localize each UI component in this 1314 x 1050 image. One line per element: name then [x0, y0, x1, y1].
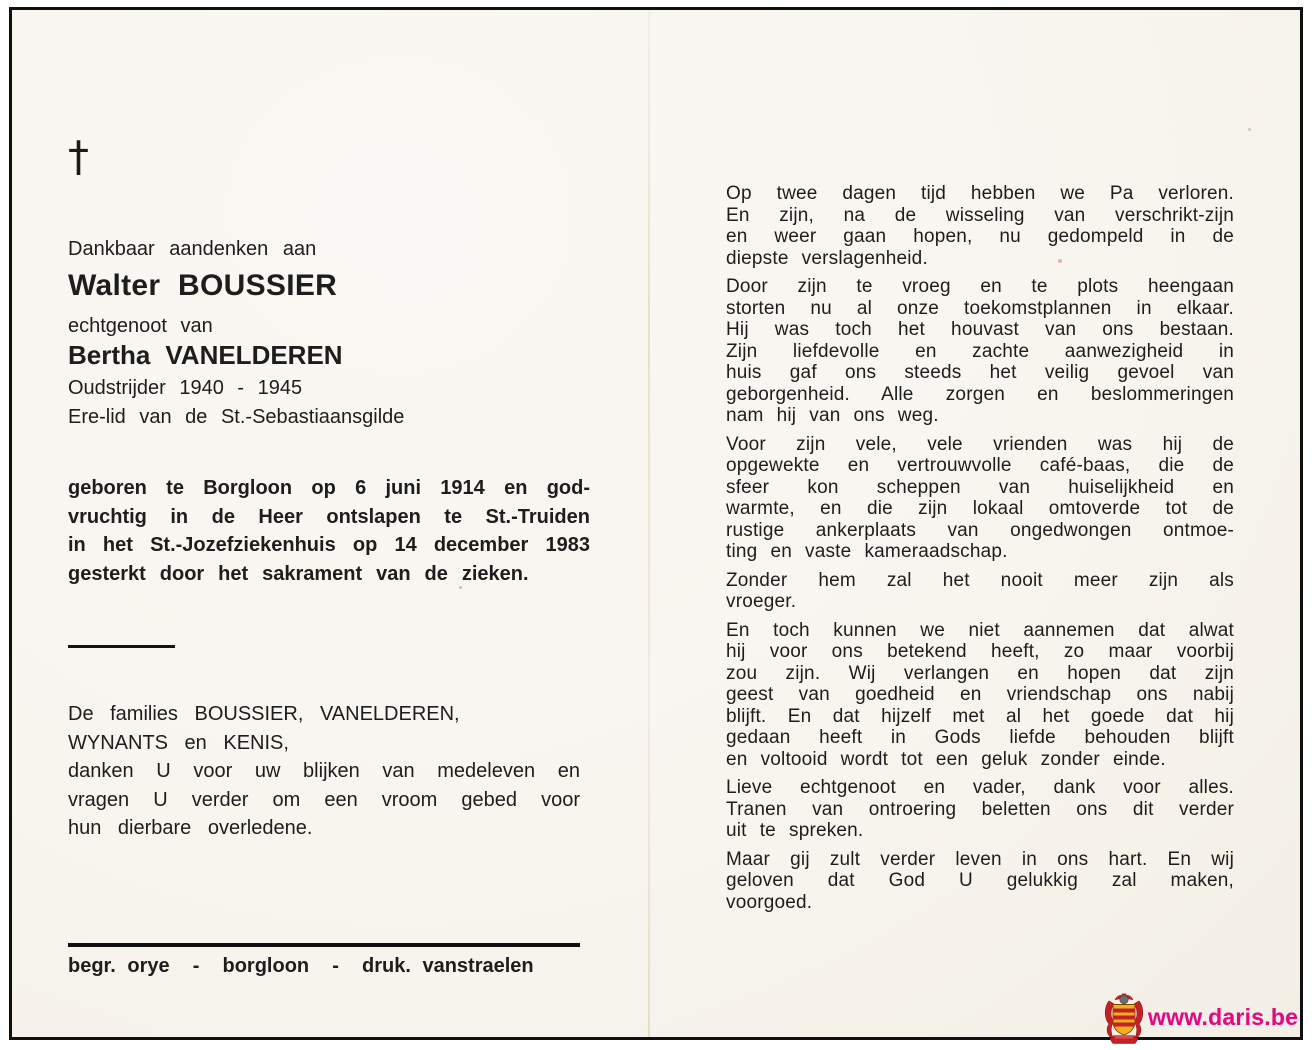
spouse-relation-line: echtgenoot van — [68, 315, 213, 337]
paragraph — [726, 570, 1234, 613]
paragraph — [68, 700, 580, 757]
right-page-memorial-text — [726, 183, 1234, 920]
text-line: Lieve echtgenoot en vader, dank voor alles. — [726, 777, 1234, 798]
text-line: nam hij van ons weg. — [726, 405, 939, 426]
section-divider — [68, 645, 175, 648]
text-line: sfeer kon scheppen van huiselijkheid en — [726, 476, 1234, 498]
paragraph — [68, 474, 590, 588]
paragraph — [726, 620, 1234, 771]
printer-credit-line: begr. orye - borgloon - druk. vanstraelen — [68, 955, 534, 977]
text-line: storten nu al onze toekomstplannen in elkaar. — [726, 297, 1234, 319]
text-line: geest van goedheid en vriendschap ons nabij — [726, 684, 1234, 705]
text-line: uit te spreken. — [726, 820, 864, 841]
text-line: vragen U verder om een vroom gebed voor — [68, 788, 580, 811]
text-line: ting en vaste kameraadschap. — [726, 541, 1008, 562]
scan-speck — [1058, 259, 1062, 263]
coat-of-arms-icon — [1101, 991, 1147, 1050]
spouse-name: Bertha VANELDEREN — [68, 340, 343, 370]
text-line: diepste verslagenheid. — [726, 247, 928, 269]
text-line: Hij was toch het houvast van ons bestaan. — [726, 319, 1234, 340]
text-line: Tranen van ontroering beletten ons dit verder — [726, 798, 1234, 820]
text-line: gedaan heeft in Gods liefde behouden blijft — [726, 727, 1234, 748]
paragraph — [68, 757, 580, 843]
life-summary-paragraph — [68, 474, 590, 588]
printer-rule — [68, 943, 580, 947]
text-line: zou zijn. Wij verlangen en hopen dat zijn — [726, 662, 1234, 684]
text-line: geloven dat God U gelukkig zal maken, — [726, 870, 1234, 891]
text-line: Voor zijn vele, vele vrienden was hij de — [726, 433, 1234, 455]
text-line: voorgoed. — [726, 891, 813, 913]
text-line: vruchtig in de Heer ontslapen te St.-Truiden — [68, 505, 590, 528]
text-line: opgewekte en vertrouwvolle café-baas, die de — [726, 455, 1234, 476]
text-line: hun dierbare overledene. — [68, 817, 313, 839]
text-line: hij voor ons betekend heeft, zo maar voorbij — [726, 641, 1234, 662]
text-line: geboren te Borgloon op 6 juni 1914 en god- — [68, 477, 590, 499]
watermark-url: www.daris.be — [1148, 1004, 1299, 1030]
text-line: en weer gaan hopen, nu gedompeld in de — [726, 226, 1234, 247]
text-line: De families BOUSSIER, VANELDEREN, — [68, 703, 460, 725]
text-line: rustige ankerplaats van ongedwongen ontmoe- — [726, 519, 1234, 541]
text-line: Maar gij zult verder leven in ons hart. En wij — [726, 848, 1234, 870]
guild-membership-line: Ere-lid van de St.-Sebastiaansgilde — [68, 406, 405, 428]
text-line: Op twee dagen tijd hebben we Pa verloren. — [726, 183, 1234, 204]
center-fold-line — [648, 10, 650, 1037]
paragraph — [726, 777, 1234, 842]
paragraph — [726, 276, 1234, 427]
deceased-name: Walter BOUSSIER — [68, 269, 338, 302]
paragraph — [726, 434, 1234, 563]
dedication-line: Dankbaar aandenken aan — [68, 238, 317, 260]
text-line: Zonder hem zal het nooit meer zijn als — [726, 569, 1234, 591]
card-frame — [9, 7, 1303, 1040]
text-line: warmte, en die zijn lokaal omtoverde tot de — [726, 498, 1234, 519]
text-line: huis gaf ons steeds het veilig gevoel van — [726, 362, 1234, 383]
veteran-title-line: Oudstrijder 1940 - 1945 — [68, 377, 303, 399]
text-line: gesterkt door het sakrament van de zieken. — [68, 562, 529, 585]
text-line: danken U voor uw blijken van medeleven en — [68, 760, 580, 782]
text-line: Zijn liefdevolle en zachte aanwezigheid in — [726, 340, 1234, 362]
text-line: En toch kunnen we niet aannemen dat alwat — [726, 619, 1234, 641]
paragraph — [726, 849, 1234, 914]
text-line: in het St.-Jozefziekenhuis op 14 december 1983 — [68, 534, 590, 556]
scan-speck — [459, 586, 462, 589]
text-line: En zijn, na de wisseling van verschrikt-zijn — [726, 204, 1234, 226]
text-line: Door zijn te vroeg en te plots heengaan — [726, 276, 1234, 297]
family-acknowledgement — [68, 700, 580, 843]
text-line: en voltooid wordt tot een geluk zonder einde. — [726, 748, 1166, 770]
paragraph — [726, 183, 1234, 269]
cross-icon: † — [68, 132, 89, 181]
text-line: geborgenheid. Alle zorgen en beslommeringen — [726, 383, 1234, 405]
scan-speck — [1248, 128, 1251, 131]
text-line: vroeger. — [726, 591, 797, 612]
text-line: WYNANTS en KENIS, — [68, 731, 289, 754]
text-line: blijft. En dat hijzelf met al het goede dat hij — [726, 705, 1234, 727]
